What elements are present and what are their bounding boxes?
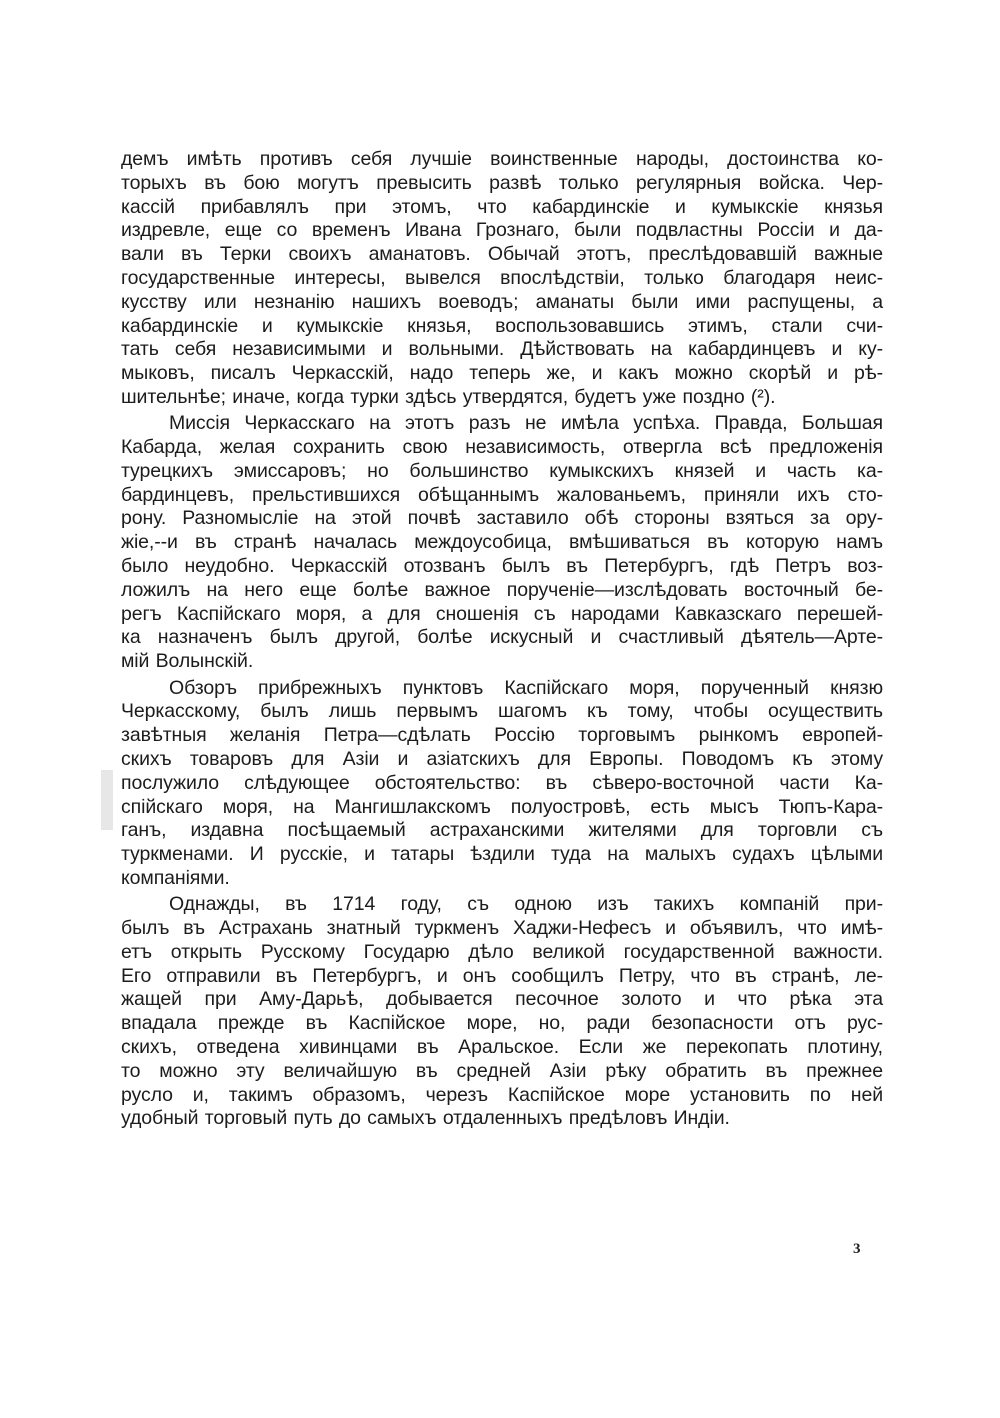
text-line: впадала прежде въ Каспійское море, но, ради безопасности отъ рус- [121, 1012, 883, 1035]
text-line: кусству или незнанію нашихъ воеводъ; аманаты были ими распущены, а [121, 290, 883, 313]
text-line: турецкихъ эмиссаровъ; но большинство кумыкскихъ князей и часть ка- [121, 459, 883, 482]
paragraph [121, 893, 883, 1131]
text-line: послужило слѣдующее обстоятельство: въ сѣверо-восточной части Ка- [121, 771, 883, 794]
text-line: тать себя независимыми и вольными. Дѣйствовать на кабардинцевъ и ку- [121, 338, 883, 361]
text-line: спійскаго моря, на Мангишлакскомъ полуостровѣ, есть мысъ Тюпъ-Кара- [121, 795, 883, 818]
text-line: ложилъ на него еще болѣе важное порученіе—изслѣдовать восточный бе- [121, 578, 883, 601]
text-line: Его отправили въ Петербургъ, и онъ сообщилъ Петру, что въ странѣ, ле- [121, 964, 883, 987]
page-number: 3 [853, 1241, 861, 1257]
text-line: регъ Каспійскаго моря, а для сношенія съ народами Кавказскаго перешей- [121, 602, 883, 625]
text-line: компаніями. [121, 866, 230, 889]
text-line: кабардинскіе и кумыкскіе князья, воспользовавшись этимъ, стали счи- [121, 314, 883, 337]
text-line: жащей при Аму-Дарьѣ, добывается песочное золото и что рѣка эта [121, 988, 883, 1011]
text-line: скихъ, отведена хивинцами въ Аральское. Если же перекопать плотину, [121, 1035, 883, 1058]
text-line: вали въ Терки своихъ аманатовъ. Обычай этотъ, преслѣдовавшій важные [121, 243, 883, 266]
text-line: кассій прибавлялъ при этомъ, что кабардинскіе и кумыкскіе князья [121, 195, 883, 218]
text-line: Черкасскому, былъ лишь первымъ шагомъ къ тому, чтобы осуществить [121, 700, 883, 723]
text-line: издревле, еще со временъ Ивана Грознаго, были подвластны Россіи и да- [121, 219, 883, 242]
document-body [121, 148, 883, 1134]
text-line: туркменами. И русскіе, и татары ѣздили туда на малыхъ судахъ цѣлыми [121, 843, 883, 866]
text-line: ка назначенъ былъ другой, болѣе искусный и счастливый дѣятель—Арте- [121, 626, 883, 649]
text-line: былъ въ Астрахань знатный туркменъ Хаджи-Нефесъ и объявилъ, что имѣ- [121, 917, 883, 939]
text-line: Кабарда, желая сохранить свою независимость, отвергла всѣ предложенія [121, 436, 883, 459]
text-line: мыковъ, писалъ Черкасскій, надо теперь же, и какъ можно скорѣй и рѣ- [121, 362, 883, 385]
text-line: Обзоръ прибрежныхъ пунктовъ Каспійскаго моря, порученный князю [169, 676, 883, 699]
text-line: русло и, такимъ образомъ, черезъ Каспійское море установить по ней [121, 1083, 883, 1106]
text-line: то можно эту величайшую въ средней Азіи рѣку обратить въ прежнее [121, 1059, 883, 1082]
text-line: скихъ товаровъ для Азіи и азіатскихъ для Европы. Поводомъ къ этому [121, 747, 883, 770]
text-line: бардинцевъ, прельстившихся обѣщаннымъ жалованьемъ, приняли ихъ сто- [121, 483, 883, 506]
text-line: удобный торговый путь до самыхъ отдаленныхъ предѣловъ Индіи. [121, 1107, 730, 1130]
text-line: Миссія Черкасскаго на этотъ разъ не имѣла успѣха. Правда, Большая [169, 412, 883, 435]
text-line: шительнѣе; иначе, когда турки здѣсь утвердятся, будетъ уже поздно (²). [121, 385, 776, 408]
text-line: торыхъ въ бою могутъ превысить развѣ только регулярныя войска. Чер- [121, 171, 883, 194]
text-line: етъ открыть Русскому Государю дѣло великой государственной важности. [121, 940, 883, 963]
text-line: ганъ, издавна посѣщаемый астраханскими жителями для торговли съ [121, 819, 883, 842]
scan-smudge [101, 770, 113, 830]
text-line: мій Волынскій. [121, 650, 254, 673]
paragraph [121, 677, 883, 891]
text-line: демъ имѣть противъ себя лучшіе воинственные народы, достоинства ко- [121, 148, 883, 170]
paragraph [121, 148, 883, 410]
text-line: было неудобно. Черкасскій отозванъ былъ въ Петербургъ, гдѣ Петръ воз- [121, 555, 883, 578]
text-line: жіе,--и въ странѣ началась междоусобица, вмѣшиваться въ которую намъ [121, 531, 883, 554]
text-line: государственные интересы, вывелся впослѣдствіи, только благодаря неис- [121, 266, 883, 289]
text-line: рону. Разномысліе на этой почвѣ заставило обѣ стороны взяться за ору- [121, 507, 883, 530]
paragraph [121, 412, 883, 674]
text-line: завѣтныя желанія Петра—сдѣлать Россію торговымъ рынкомъ европей- [121, 724, 883, 747]
text-line: Однажды, въ 1714 году, съ одною изъ такихъ компаній при- [169, 893, 883, 916]
